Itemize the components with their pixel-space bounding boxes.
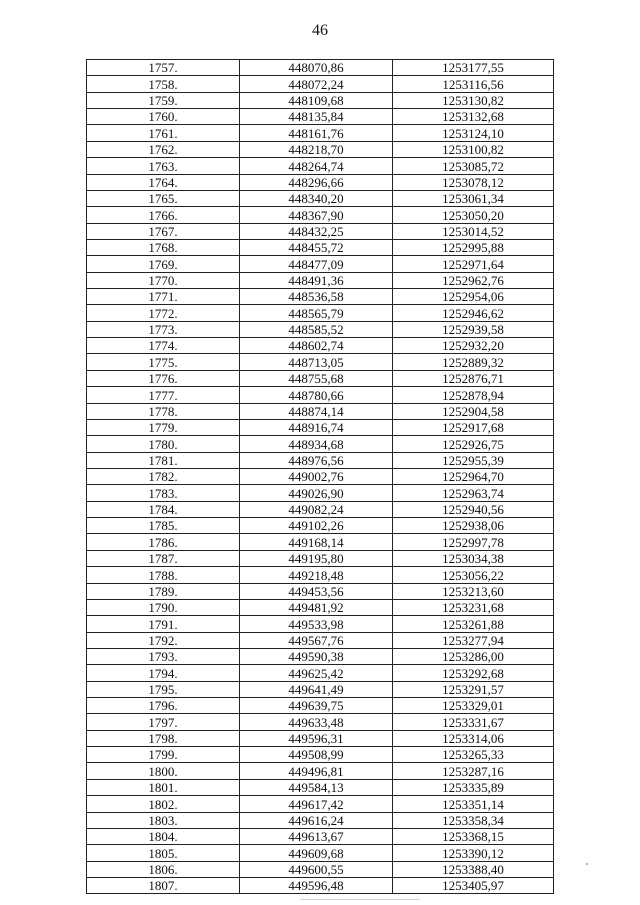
x-coordinate-cell: 449026,90 <box>240 485 393 501</box>
x-coordinate-cell: 448916,74 <box>240 419 393 435</box>
point-number-cell: 1767. <box>87 223 240 239</box>
x-coordinate-cell: 449496,81 <box>240 763 393 779</box>
x-coordinate-cell: 449584,13 <box>240 779 393 795</box>
point-number-cell: 1801. <box>87 779 240 795</box>
point-number-cell: 1787. <box>87 550 240 566</box>
point-number-cell: 1804. <box>87 828 240 844</box>
point-number-cell: 1807. <box>87 877 240 893</box>
y-coordinate-cell: 1252926,75 <box>393 436 554 452</box>
y-coordinate-cell: 1253124,10 <box>393 125 554 141</box>
point-number-cell: 1771. <box>87 289 240 305</box>
y-coordinate-cell: 1253050,20 <box>393 207 554 223</box>
point-number-cell: 1769. <box>87 256 240 272</box>
x-coordinate-cell: 448477,09 <box>240 256 393 272</box>
table-row <box>87 92 554 108</box>
x-coordinate-cell: 448565,79 <box>240 305 393 321</box>
x-coordinate-cell: 448135,84 <box>240 109 393 125</box>
y-coordinate-cell: 1253078,12 <box>393 174 554 190</box>
table-row <box>87 714 554 730</box>
table-row <box>87 632 554 648</box>
y-coordinate-cell: 1253265,33 <box>393 747 554 763</box>
y-coordinate-cell: 1253390,12 <box>393 845 554 861</box>
table-row <box>87 747 554 763</box>
x-coordinate-cell: 448264,74 <box>240 158 393 174</box>
point-number-cell: 1783. <box>87 485 240 501</box>
y-coordinate-cell: 1253368,15 <box>393 828 554 844</box>
x-coordinate-cell: 449102,26 <box>240 518 393 534</box>
table-row <box>87 289 554 305</box>
point-number-cell: 1757. <box>87 60 240 76</box>
x-coordinate-cell: 449641,49 <box>240 681 393 697</box>
point-number-cell: 1806. <box>87 861 240 877</box>
y-coordinate-cell: 1252962,76 <box>393 272 554 288</box>
table-row <box>87 141 554 157</box>
table-row <box>87 796 554 812</box>
x-coordinate-cell: 449481,92 <box>240 599 393 615</box>
table-row <box>87 354 554 370</box>
table-row <box>87 845 554 861</box>
point-number-cell: 1792. <box>87 632 240 648</box>
table-row <box>87 452 554 468</box>
x-coordinate-cell: 449596,31 <box>240 730 393 746</box>
table-row <box>87 370 554 386</box>
point-number-cell: 1794. <box>87 665 240 681</box>
table-row <box>87 256 554 272</box>
y-coordinate-cell: 1253351,14 <box>393 796 554 812</box>
x-coordinate-cell: 448072,24 <box>240 76 393 92</box>
y-coordinate-cell: 1253130,82 <box>393 92 554 108</box>
x-coordinate-cell: 449218,48 <box>240 567 393 583</box>
x-coordinate-cell: 449168,14 <box>240 534 393 550</box>
x-coordinate-cell: 448367,90 <box>240 207 393 223</box>
x-coordinate-cell: 448585,52 <box>240 321 393 337</box>
point-number-cell: 1800. <box>87 763 240 779</box>
point-number-cell: 1803. <box>87 812 240 828</box>
table-row <box>87 76 554 92</box>
x-coordinate-cell: 448161,76 <box>240 125 393 141</box>
point-number-cell: 1770. <box>87 272 240 288</box>
point-number-cell: 1791. <box>87 616 240 632</box>
y-coordinate-cell: 1253335,89 <box>393 779 554 795</box>
y-coordinate-cell: 1252876,71 <box>393 370 554 386</box>
x-coordinate-cell: 448536,58 <box>240 289 393 305</box>
y-coordinate-cell: 1253056,22 <box>393 567 554 583</box>
point-number-cell: 1777. <box>87 387 240 403</box>
table-row <box>87 223 554 239</box>
table-row <box>87 321 554 337</box>
table-row <box>87 665 554 681</box>
y-coordinate-cell: 1253358,34 <box>393 812 554 828</box>
table-row <box>87 174 554 190</box>
table-row <box>87 190 554 206</box>
point-number-cell: 1788. <box>87 567 240 583</box>
table-row <box>87 583 554 599</box>
y-coordinate-cell: 1252995,88 <box>393 239 554 255</box>
point-number-cell: 1768. <box>87 239 240 255</box>
x-coordinate-cell: 449633,48 <box>240 714 393 730</box>
table-row <box>87 616 554 632</box>
y-coordinate-cell: 1252955,39 <box>393 452 554 468</box>
y-coordinate-cell: 1253314,06 <box>393 730 554 746</box>
y-coordinate-cell: 1253014,52 <box>393 223 554 239</box>
y-coordinate-cell: 1252954,06 <box>393 289 554 305</box>
table-row <box>87 828 554 844</box>
y-coordinate-cell: 1253132,68 <box>393 109 554 125</box>
y-coordinate-cell: 1253286,00 <box>393 648 554 664</box>
y-coordinate-cell: 1253405,97 <box>393 877 554 893</box>
table-row <box>87 338 554 354</box>
x-coordinate-cell: 449453,56 <box>240 583 393 599</box>
x-coordinate-cell: 449567,76 <box>240 632 393 648</box>
point-number-cell: 1786. <box>87 534 240 550</box>
x-coordinate-cell: 448602,74 <box>240 338 393 354</box>
point-number-cell: 1799. <box>87 747 240 763</box>
point-number-cell: 1762. <box>87 141 240 157</box>
coordinate-table <box>86 59 554 894</box>
x-coordinate-cell: 448070,86 <box>240 60 393 76</box>
table-row <box>87 239 554 255</box>
x-coordinate-cell: 449590,38 <box>240 648 393 664</box>
scan-speck <box>586 863 588 865</box>
y-coordinate-cell: 1252946,62 <box>393 305 554 321</box>
point-number-cell: 1765. <box>87 190 240 206</box>
y-coordinate-cell: 1253388,40 <box>393 861 554 877</box>
point-number-cell: 1789. <box>87 583 240 599</box>
y-coordinate-cell: 1253231,68 <box>393 599 554 615</box>
y-coordinate-cell: 1253331,67 <box>393 714 554 730</box>
table-row <box>87 877 554 893</box>
table-row <box>87 534 554 550</box>
point-number-cell: 1772. <box>87 305 240 321</box>
y-coordinate-cell: 1252940,56 <box>393 501 554 517</box>
y-coordinate-cell: 1252971,64 <box>393 256 554 272</box>
table-row <box>87 730 554 746</box>
table-row <box>87 501 554 517</box>
point-number-cell: 1778. <box>87 403 240 419</box>
y-coordinate-cell: 1253329,01 <box>393 698 554 714</box>
y-coordinate-cell: 1253061,34 <box>393 190 554 206</box>
table-row <box>87 419 554 435</box>
y-coordinate-cell: 1253287,16 <box>393 763 554 779</box>
point-number-cell: 1805. <box>87 845 240 861</box>
y-coordinate-cell: 1253291,57 <box>393 681 554 697</box>
point-number-cell: 1793. <box>87 648 240 664</box>
table-row <box>87 305 554 321</box>
table-row <box>87 158 554 174</box>
point-number-cell: 1758. <box>87 76 240 92</box>
x-coordinate-cell: 448755,68 <box>240 370 393 386</box>
point-number-cell: 1776. <box>87 370 240 386</box>
y-coordinate-cell: 1253213,60 <box>393 583 554 599</box>
y-coordinate-cell: 1252932,20 <box>393 338 554 354</box>
bottom-rule <box>300 899 420 900</box>
x-coordinate-cell: 448218,70 <box>240 141 393 157</box>
x-coordinate-cell: 449617,42 <box>240 796 393 812</box>
table-row <box>87 648 554 664</box>
table-row <box>87 779 554 795</box>
y-coordinate-cell: 1253116,56 <box>393 76 554 92</box>
point-number-cell: 1773. <box>87 321 240 337</box>
point-number-cell: 1760. <box>87 109 240 125</box>
point-number-cell: 1796. <box>87 698 240 714</box>
point-number-cell: 1763. <box>87 158 240 174</box>
x-coordinate-cell: 449639,75 <box>240 698 393 714</box>
y-coordinate-cell: 1252963,74 <box>393 485 554 501</box>
table-row <box>87 468 554 484</box>
table-row <box>87 207 554 223</box>
y-coordinate-cell: 1253177,55 <box>393 60 554 76</box>
point-number-cell: 1766. <box>87 207 240 223</box>
point-number-cell: 1781. <box>87 452 240 468</box>
x-coordinate-cell: 449613,67 <box>240 828 393 844</box>
table-row <box>87 861 554 877</box>
point-number-cell: 1790. <box>87 599 240 615</box>
y-coordinate-cell: 1252904,58 <box>393 403 554 419</box>
x-coordinate-cell: 449625,42 <box>240 665 393 681</box>
table-row <box>87 436 554 452</box>
x-coordinate-cell: 449508,99 <box>240 747 393 763</box>
x-coordinate-cell: 448713,05 <box>240 354 393 370</box>
point-number-cell: 1784. <box>87 501 240 517</box>
x-coordinate-cell: 449195,80 <box>240 550 393 566</box>
x-coordinate-cell: 448340,20 <box>240 190 393 206</box>
point-number-cell: 1780. <box>87 436 240 452</box>
page-number: 46 <box>312 22 328 39</box>
x-coordinate-cell: 449002,76 <box>240 468 393 484</box>
point-number-cell: 1797. <box>87 714 240 730</box>
x-coordinate-cell: 448934,68 <box>240 436 393 452</box>
point-number-cell: 1764. <box>87 174 240 190</box>
point-number-cell: 1774. <box>87 338 240 354</box>
y-coordinate-cell: 1252997,78 <box>393 534 554 550</box>
y-coordinate-cell: 1253100,82 <box>393 141 554 157</box>
x-coordinate-cell: 449609,68 <box>240 845 393 861</box>
y-coordinate-cell: 1252938,06 <box>393 518 554 534</box>
table-row <box>87 272 554 288</box>
table-row <box>87 485 554 501</box>
point-number-cell: 1802. <box>87 796 240 812</box>
y-coordinate-cell: 1252917,68 <box>393 419 554 435</box>
table-row <box>87 698 554 714</box>
table-row <box>87 403 554 419</box>
x-coordinate-cell: 448109,68 <box>240 92 393 108</box>
y-coordinate-cell: 1253261,88 <box>393 616 554 632</box>
x-coordinate-cell: 449616,24 <box>240 812 393 828</box>
table-row <box>87 125 554 141</box>
x-coordinate-cell: 448874,14 <box>240 403 393 419</box>
x-coordinate-cell: 449533,98 <box>240 616 393 632</box>
y-coordinate-cell: 1253034,38 <box>393 550 554 566</box>
point-number-cell: 1779. <box>87 419 240 435</box>
table-row <box>87 763 554 779</box>
x-coordinate-cell: 449596,48 <box>240 877 393 893</box>
x-coordinate-cell: 448780,66 <box>240 387 393 403</box>
x-coordinate-cell: 448976,56 <box>240 452 393 468</box>
x-coordinate-cell: 448455,72 <box>240 239 393 255</box>
point-number-cell: 1785. <box>87 518 240 534</box>
y-coordinate-cell: 1252964,70 <box>393 468 554 484</box>
y-coordinate-cell: 1253292,68 <box>393 665 554 681</box>
point-number-cell: 1798. <box>87 730 240 746</box>
point-number-cell: 1775. <box>87 354 240 370</box>
coordinate-table-body <box>87 60 554 894</box>
x-coordinate-cell: 448491,36 <box>240 272 393 288</box>
x-coordinate-cell: 449600,55 <box>240 861 393 877</box>
table-row <box>87 387 554 403</box>
x-coordinate-cell: 448296,66 <box>240 174 393 190</box>
y-coordinate-cell: 1252878,94 <box>393 387 554 403</box>
x-coordinate-cell: 448432,25 <box>240 223 393 239</box>
table-row <box>87 60 554 76</box>
y-coordinate-cell: 1253277,94 <box>393 632 554 648</box>
table-row <box>87 109 554 125</box>
point-number-cell: 1761. <box>87 125 240 141</box>
table-row <box>87 599 554 615</box>
y-coordinate-cell: 1253085,72 <box>393 158 554 174</box>
y-coordinate-cell: 1252889,32 <box>393 354 554 370</box>
table-row <box>87 550 554 566</box>
table-row <box>87 567 554 583</box>
point-number-cell: 1759. <box>87 92 240 108</box>
table-row <box>87 681 554 697</box>
y-coordinate-cell: 1252939,58 <box>393 321 554 337</box>
x-coordinate-cell: 449082,24 <box>240 501 393 517</box>
table-row <box>87 812 554 828</box>
point-number-cell: 1782. <box>87 468 240 484</box>
point-number-cell: 1795. <box>87 681 240 697</box>
table-row <box>87 518 554 534</box>
